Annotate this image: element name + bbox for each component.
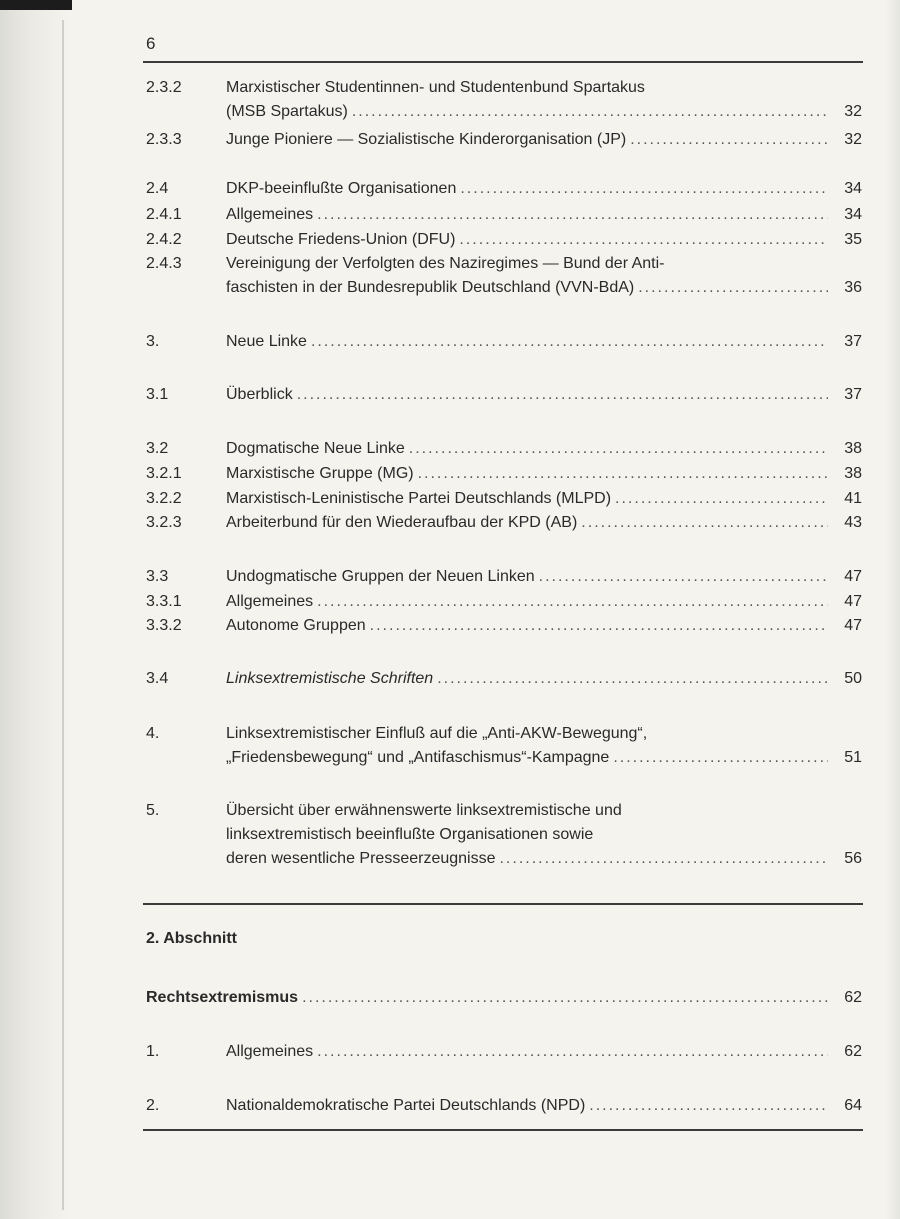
toc-entry-2-4-2 [146, 228, 862, 252]
toc-number: 3.3.2 [146, 617, 182, 634]
main-heading-page: 62 [844, 989, 862, 1006]
toc-number: 3.2.1 [146, 465, 182, 482]
dot-leader [499, 847, 828, 871]
dot-leader [370, 614, 828, 638]
toc-entry-3-3-1 [146, 590, 862, 614]
toc-entry-2-3-3 [146, 128, 862, 152]
toc-number: 2.4 [146, 180, 169, 197]
toc-title: Undogmatische Gruppen der Neuen Linken [226, 568, 535, 585]
dot-leader [539, 565, 828, 589]
toc-entry-3-1 [146, 383, 862, 407]
toc-number: 4. [146, 725, 160, 742]
toc-number: 2. [146, 1097, 160, 1114]
toc-title-line: Marxistischer Studentinnen- und Studentenbund Spartakus [226, 79, 645, 96]
toc-title: Arbeiterbund für den Wiederaufbau der KPD (AB) [226, 514, 578, 531]
toc-number: 2.4.3 [146, 255, 182, 272]
toc-number: 1. [146, 1043, 160, 1060]
toc-entry-3-2-3 [146, 511, 862, 535]
toc-number: 3.3.1 [146, 593, 182, 610]
toc-entry-2-4-3 [146, 252, 862, 300]
toc-title: Allgemeines [226, 206, 314, 223]
dot-leader [615, 487, 828, 511]
page-number: 6 [146, 34, 156, 53]
dot-leader [638, 276, 828, 300]
dot-leader [630, 128, 828, 152]
toc-page: 38 [844, 465, 862, 482]
toc-number: 3.3 [146, 568, 169, 585]
toc-number: 3.1 [146, 386, 169, 403]
dot-leader [459, 228, 828, 252]
toc-page: 35 [844, 231, 862, 248]
dot-leader [317, 203, 828, 227]
toc-page: 62 [844, 1043, 862, 1060]
toc-entry-3-4 [146, 667, 862, 691]
toc-number: 3.4 [146, 670, 169, 687]
toc-title: (MSB Spartakus) [226, 103, 348, 120]
dot-leader [302, 986, 828, 1010]
toc-number: 3.2 [146, 440, 169, 457]
toc-title: Dogmatische Neue Linke [226, 440, 405, 457]
toc-entry-2-4-1 [146, 203, 862, 227]
toc-entry-3-2 [146, 437, 862, 461]
binding-line [62, 20, 64, 1210]
toc-title: Deutsche Friedens-Union (DFU) [226, 231, 456, 248]
toc-page: 47 [844, 568, 862, 585]
toc-page: 32 [844, 103, 862, 120]
toc-number: 5. [146, 802, 160, 819]
toc-entry-3-3-2 [146, 614, 862, 638]
page-edge-shadow [886, 0, 900, 1219]
dot-leader [311, 330, 828, 354]
toc-entry-5 [146, 799, 862, 871]
toc-title: Autonome Gruppen [226, 617, 366, 634]
toc-page: 56 [844, 850, 862, 867]
toc-page: 37 [844, 386, 862, 403]
dot-leader [613, 746, 828, 770]
toc-entry-4 [146, 722, 862, 770]
dot-leader [317, 1040, 828, 1064]
toc-entry-3-3 [146, 565, 862, 589]
toc-title: deren wesentliche Presseerzeugnisse [226, 850, 496, 867]
toc-main-heading [146, 986, 862, 1010]
toc-title-line: Vereinigung der Verfolgten des Naziregimes — Bund der Anti- [226, 255, 665, 272]
toc-page: 38 [844, 440, 862, 457]
toc-page: 50 [844, 670, 862, 687]
dot-leader [581, 511, 828, 535]
toc-number: 2.3.3 [146, 131, 182, 148]
dot-leader [418, 462, 828, 486]
toc-number: 2.3.2 [146, 79, 182, 96]
toc-title-line: Übersicht über erwähnenswerte linksextremistische und [226, 802, 622, 819]
bottom-rule [143, 1129, 863, 1131]
toc-title-line: linksextremistisch beeinflußte Organisationen sowie [226, 826, 594, 843]
toc-number: 3. [146, 333, 160, 350]
toc-title-line: Linksextremistischer Einfluß auf die „Anti-AKW-Bewegung“, [226, 725, 648, 742]
toc-title: Überblick [226, 386, 293, 403]
toc-entry-r2 [146, 1094, 862, 1118]
section-divider-rule [143, 903, 863, 905]
toc-title: DKP-beeinflußte Organisationen [226, 180, 457, 197]
toc-title: faschisten in der Bundesrepublik Deutschland (VVN-BdA) [226, 279, 635, 296]
top-rule [143, 61, 863, 63]
toc-entry-2-3-2 [146, 76, 862, 124]
toc-title: Nationaldemokratische Partei Deutschlands (NPD) [226, 1097, 586, 1114]
toc-page: 41 [844, 490, 862, 507]
dot-leader [352, 100, 828, 124]
main-heading-title: Rechtsextremismus [146, 989, 299, 1006]
toc-page: 34 [844, 180, 862, 197]
dot-leader [589, 1094, 828, 1118]
toc-page: 43 [844, 514, 862, 531]
corner-mark [0, 0, 72, 10]
dot-leader [409, 437, 828, 461]
toc-title: Allgemeines [226, 593, 314, 610]
dot-leader [437, 667, 828, 691]
toc-title: „Friedensbewegung“ und „Antifaschismus“-Kampagne [226, 749, 610, 766]
toc-number: 2.4.1 [146, 206, 182, 223]
toc-entry-3 [146, 330, 862, 354]
toc-page: 64 [844, 1097, 862, 1114]
toc-title: Neue Linke [226, 333, 307, 350]
toc-number: 3.2.3 [146, 514, 182, 531]
dot-leader [297, 383, 828, 407]
toc-entry-r1 [146, 1040, 862, 1064]
toc-title: Marxistische Gruppe (MG) [226, 465, 414, 482]
section-heading: 2. Abschnitt [146, 930, 237, 947]
toc-page: 47 [844, 593, 862, 610]
toc-page: 32 [844, 131, 862, 148]
toc-entry-3-2-2 [146, 487, 862, 511]
toc-page: 51 [844, 749, 862, 766]
toc-number: 3.2.2 [146, 490, 182, 507]
toc-page: 37 [844, 333, 862, 350]
toc-entry-3-2-1 [146, 462, 862, 486]
toc-page: 34 [844, 206, 862, 223]
dot-leader [460, 177, 828, 201]
toc-number: 2.4.2 [146, 231, 182, 248]
toc-entry-2-4 [146, 177, 862, 201]
toc-title: Allgemeines [226, 1043, 314, 1060]
toc-title: Junge Pioniere — Sozialistische Kinderorganisation (JP) [226, 131, 627, 148]
toc-page: 47 [844, 617, 862, 634]
dot-leader [317, 590, 828, 614]
toc-page: 36 [844, 279, 862, 296]
toc-title: Linksextremistische Schriften [226, 670, 434, 687]
toc-title: Marxistisch-Leninistische Partei Deutschlands (MLPD) [226, 490, 612, 507]
page-spine-shadow [0, 0, 70, 1219]
